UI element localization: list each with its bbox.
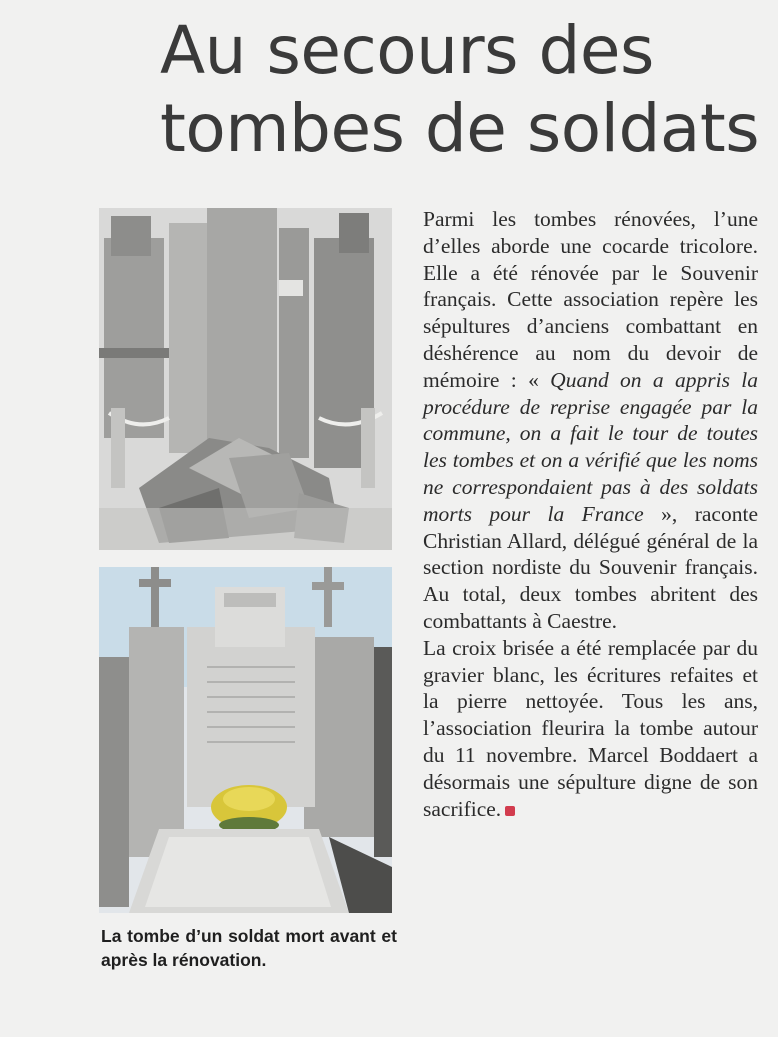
paragraph-1-quote: Quand on a appris la procédure de reprise engagée par la commune, on a fait le tour de toutes les tombes et on a vérifié que les noms ne correspondaient pas à des soldats morts pour la France <box>423 367 758 526</box>
article-paragraph-1 <box>423 206 758 635</box>
paragraph-2-text: La croix brisée a été remplacée par du gravier blanc, les écritures refaites et la pierre nettoyée. Tous les ans, l’association fleurira la tombe autour du 11 novembre. Marcel Boddaert a désormais une sépulture digne de son sacrifice. <box>423 635 758 821</box>
photo-after-image <box>99 567 392 913</box>
article-body <box>423 206 758 822</box>
photo-before-image <box>99 208 392 550</box>
headline-line-2: tombes de soldats <box>160 90 760 167</box>
paragraph-1-outro: », raconte Christian Allard, délégué général de la section nordiste du Souvenir français. Au total, deux tombes abritent des combattants à Caestre. <box>423 501 758 633</box>
article-paragraph-2 <box>423 635 758 823</box>
photo-after-renovation <box>99 567 392 913</box>
photo-caption: La tombe d’un soldat mort avant et après la rénovation. <box>101 926 397 970</box>
headline <box>160 12 760 168</box>
headline-line-1: Au secours des <box>160 12 654 89</box>
paragraph-1-intro: Parmi les tombes rénovées, l’une d’elles aborde une cocarde tricolore. Elle a été rénovée par le Souvenir français. Cette association repère les sépultures d’anciens combattant en déshérence au nom du devoir de mémoire : « <box>423 207 758 392</box>
photo-before-renovation <box>99 208 392 550</box>
article-end-mark-icon <box>505 806 515 816</box>
